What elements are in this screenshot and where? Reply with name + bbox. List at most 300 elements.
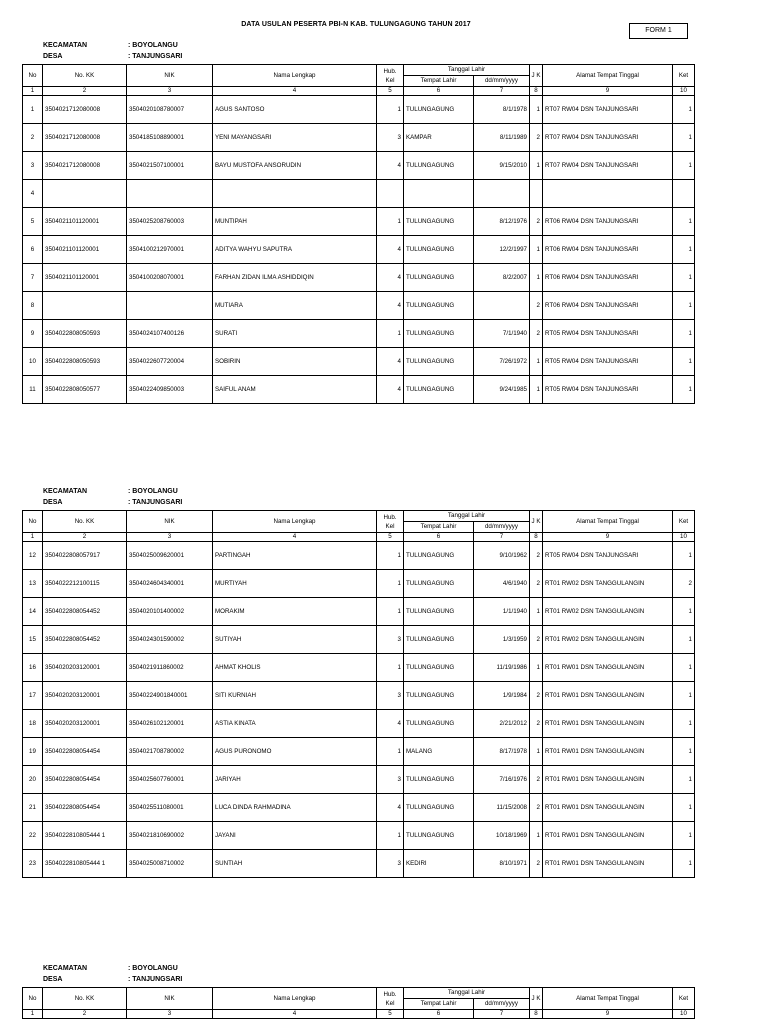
header-tanggal-lahir: Tanggal Lahir: [404, 511, 530, 522]
nik-cell: 3504021810690002: [127, 822, 213, 850]
tempat-lahir-cell: TULUNGAGUNG: [404, 542, 474, 570]
tempat-lahir-cell: TULUNGAGUNG: [404, 710, 474, 738]
table-row: [23, 850, 695, 878]
row-number: 4: [23, 180, 43, 208]
header-hub-line2: Kel: [385, 76, 395, 84]
table-row: [23, 822, 695, 850]
jk-cell: 2: [530, 542, 543, 570]
col-num: 2: [43, 533, 127, 542]
ket-cell: 1: [673, 654, 695, 682]
alamat-cell: RT06 RW04 DSN TANJUNGSARI: [543, 236, 673, 264]
alamat-cell: RT01 RW02 DSN TANGGULANGIN: [543, 570, 673, 598]
table-row: [23, 180, 695, 208]
nik-cell: 3504021507100001: [127, 152, 213, 180]
tempat-lahir-cell: TULUNGAGUNG: [404, 208, 474, 236]
tanggal-lahir-cell: 7/26/1972: [474, 348, 530, 376]
row-number: 5: [23, 208, 43, 236]
section-meta: [22, 486, 694, 510]
alamat-cell: RT06 RW04 DSN TANJUNGSARI: [543, 292, 673, 320]
header-no: No: [23, 65, 43, 87]
header-nik: NIK: [127, 65, 213, 87]
kecamatan-value: : BOYOLANGU: [128, 42, 178, 49]
hub-kel-cell: 3: [377, 766, 404, 794]
jk-cell: 1: [530, 598, 543, 626]
kecamatan-value: : BOYOLANGU: [128, 488, 178, 495]
col-num: 3: [127, 1010, 213, 1019]
row-number: 3: [23, 152, 43, 180]
col-num: 1: [23, 1010, 43, 1019]
alamat-cell: RT01 RW01 DSN TANGGULANGIN: [543, 850, 673, 878]
jk-cell: 2: [530, 292, 543, 320]
header-nik: NIK: [127, 511, 213, 533]
tanggal-lahir-cell: 9/15/2010: [474, 152, 530, 180]
row-number: 2: [23, 124, 43, 152]
header-tempat-lahir: Tempat Lahir: [404, 76, 474, 87]
table-row: [23, 542, 695, 570]
tanggal-lahir-cell: 1/9/1984: [474, 682, 530, 710]
no-kk-cell: 3504022808050593: [43, 320, 127, 348]
row-number: 8: [23, 292, 43, 320]
nama-cell: SITI KURNIAH: [213, 682, 377, 710]
nama-cell: PARTINGAH: [213, 542, 377, 570]
no-kk-cell: 3504021101120001: [43, 264, 127, 292]
ket-cell: 1: [673, 152, 695, 180]
nik-cell: 3504185108890001: [127, 124, 213, 152]
row-number: 19: [23, 738, 43, 766]
nik-cell: 3504020101400002: [127, 598, 213, 626]
col-num: 10: [673, 533, 695, 542]
ket-cell: 1: [673, 822, 695, 850]
column-number-row: [23, 1010, 695, 1019]
row-number: 21: [23, 794, 43, 822]
nik-cell: [127, 180, 213, 208]
tempat-lahir-cell: TULUNGAGUNG: [404, 152, 474, 180]
nik-cell: 35040224901840001: [127, 682, 213, 710]
hub-kel-cell: 1: [377, 96, 404, 124]
jk-cell: [530, 180, 543, 208]
document-title: DATA USULAN PESERTA PBI-N KAB. TULUNGAGUNG TAHUN 2017: [241, 21, 471, 28]
col-num: 4: [213, 533, 377, 542]
header-tempat-lahir: Tempat Lahir: [404, 522, 474, 533]
alamat-cell: RT01 RW01 DSN TANGGULANGIN: [543, 710, 673, 738]
tempat-lahir-cell: TULUNGAGUNG: [404, 376, 474, 404]
alamat-cell: RT06 RW04 DSN TANJUNGSARI: [543, 264, 673, 292]
col-num: 9: [543, 1010, 673, 1019]
desa-value: : TANJUNGSARI: [128, 53, 183, 60]
tanggal-lahir-cell: 1/3/1959: [474, 626, 530, 654]
tempat-lahir-cell: TULUNGAGUNG: [404, 264, 474, 292]
jk-cell: 2: [530, 710, 543, 738]
hub-kel-cell: 4: [377, 152, 404, 180]
tanggal-lahir-cell: 1/1/1940: [474, 598, 530, 626]
col-num: 7: [474, 1010, 530, 1019]
ket-cell: 1: [673, 236, 695, 264]
hub-kel-cell: 3: [377, 850, 404, 878]
tempat-lahir-cell: TULUNGAGUNG: [404, 822, 474, 850]
nama-cell: ASTIA KINATA: [213, 710, 377, 738]
no-kk-cell: 3504022808054454: [43, 794, 127, 822]
desa-value: : TANJUNGSARI: [128, 499, 183, 506]
table-body: [23, 96, 695, 404]
jk-cell: 1: [530, 822, 543, 850]
nama-cell: JAYANI: [213, 822, 377, 850]
alamat-cell: RT01 RW02 DSN TANGGULANGIN: [543, 626, 673, 654]
jk-cell: 2: [530, 208, 543, 236]
no-kk-cell: [43, 292, 127, 320]
table-row: [23, 570, 695, 598]
nik-cell: 3504100212970001: [127, 236, 213, 264]
col-num: 9: [543, 533, 673, 542]
no-kk-cell: 3504021101120001: [43, 236, 127, 264]
row-number: 14: [23, 598, 43, 626]
ket-cell: 1: [673, 598, 695, 626]
alamat-cell: RT01 RW01 DSN TANGGULANGIN: [543, 738, 673, 766]
ket-cell: 1: [673, 208, 695, 236]
hub-kel-cell: 1: [377, 570, 404, 598]
tempat-lahir-cell: KEDIRI: [404, 850, 474, 878]
tempat-lahir-cell: TULUNGAGUNG: [404, 320, 474, 348]
hub-kel-cell: 4: [377, 292, 404, 320]
no-kk-cell: 3504022808054454: [43, 738, 127, 766]
header-tempat-lahir: Tempat Lahir: [404, 999, 474, 1010]
tanggal-lahir-cell: 10/18/1969: [474, 822, 530, 850]
jk-cell: 2: [530, 320, 543, 348]
ket-cell: 1: [673, 738, 695, 766]
nama-cell: SUNTIAH: [213, 850, 377, 878]
ket-cell: 1: [673, 626, 695, 654]
row-number: 23: [23, 850, 43, 878]
row-number: 20: [23, 766, 43, 794]
jk-cell: 2: [530, 766, 543, 794]
form-label: FORM 1: [629, 23, 688, 39]
alamat-cell: [543, 180, 673, 208]
header-nama: Nama Lengkap: [213, 988, 377, 1010]
header-ket: Ket: [673, 65, 695, 87]
tempat-lahir-cell: TULUNGAGUNG: [404, 682, 474, 710]
table-row: [23, 208, 695, 236]
table-row: [23, 710, 695, 738]
jk-cell: 1: [530, 654, 543, 682]
ket-cell: 1: [673, 376, 695, 404]
nik-cell: 3504022409850003: [127, 376, 213, 404]
header-hub-line1: Hub.: [383, 67, 397, 75]
header-date-format: dd/mm/yyyy: [474, 999, 530, 1010]
nama-cell: JARIYAH: [213, 766, 377, 794]
header-jk: J K: [530, 65, 543, 87]
tempat-lahir-cell: TULUNGAGUNG: [404, 794, 474, 822]
header-hub: [377, 65, 404, 87]
jk-cell: 1: [530, 264, 543, 292]
kecamatan-label: KECAMATAN: [43, 42, 88, 49]
header-no: No: [23, 988, 43, 1010]
nik-cell: 3504025511080001: [127, 794, 213, 822]
table-row: [23, 738, 695, 766]
hub-kel-cell: 3: [377, 124, 404, 152]
nik-cell: 3504024301590002: [127, 626, 213, 654]
no-kk-cell: 3504022808057917: [43, 542, 127, 570]
table-row: [23, 96, 695, 124]
hub-kel-cell: [377, 180, 404, 208]
col-num: 4: [213, 1010, 377, 1019]
tempat-lahir-cell: MALANG: [404, 738, 474, 766]
nik-cell: 3504025607760001: [127, 766, 213, 794]
ket-cell: 1: [673, 264, 695, 292]
col-num: 9: [543, 87, 673, 96]
tanggal-lahir-cell: [474, 292, 530, 320]
tempat-lahir-cell: [404, 180, 474, 208]
ket-cell: 1: [673, 710, 695, 738]
nama-cell: AHMAT KHOLIS: [213, 654, 377, 682]
nama-cell: ADITYA WAHYU SAPUTRA: [213, 236, 377, 264]
ket-cell: 1: [673, 766, 695, 794]
table-row: [23, 376, 695, 404]
header-hub: [377, 988, 404, 1010]
data-table: [22, 987, 695, 1019]
alamat-cell: RT01 RW01 DSN TANGGULANGIN: [543, 822, 673, 850]
hub-kel-cell: 3: [377, 626, 404, 654]
col-num: 8: [530, 1010, 543, 1019]
ket-cell: 1: [673, 96, 695, 124]
col-num: 7: [474, 87, 530, 96]
hub-kel-cell: 1: [377, 654, 404, 682]
nama-cell: LUCA DINDA RAHMADINA: [213, 794, 377, 822]
no-kk-cell: 3504022808054452: [43, 626, 127, 654]
ket-cell: 1: [673, 348, 695, 376]
no-kk-cell: [43, 180, 127, 208]
hub-kel-cell: 4: [377, 710, 404, 738]
header-nama: Nama Lengkap: [213, 511, 377, 533]
col-num: 10: [673, 1010, 695, 1019]
jk-cell: 2: [530, 794, 543, 822]
no-kk-cell: 3504022212100115: [43, 570, 127, 598]
hub-kel-cell: 1: [377, 320, 404, 348]
tanggal-lahir-cell: 8/17/1978: [474, 738, 530, 766]
tanggal-lahir-cell: 11/19/1986: [474, 654, 530, 682]
tempat-lahir-cell: TULUNGAGUNG: [404, 654, 474, 682]
nama-cell: AGUS PURONOMO: [213, 738, 377, 766]
nama-cell: MUTIARA: [213, 292, 377, 320]
header-no-kk: No. KK: [43, 65, 127, 87]
alamat-cell: RT05 RW04 DSN TANJUNGSARI: [543, 320, 673, 348]
nik-cell: 3504024107400126: [127, 320, 213, 348]
tempat-lahir-cell: TULUNGAGUNG: [404, 292, 474, 320]
col-num: 5: [377, 87, 404, 96]
table-row: [23, 794, 695, 822]
kecamatan-label: KECAMATAN: [43, 488, 88, 495]
alamat-cell: RT05 RW04 DSN TANJUNGSARI: [543, 542, 673, 570]
header-hub-line2: Kel: [385, 999, 395, 1007]
header-no-kk: No. KK: [43, 988, 127, 1010]
jk-cell: 1: [530, 376, 543, 404]
header-hub-line1: Hub.: [383, 990, 397, 998]
no-kk-cell: 3504020203120001: [43, 710, 127, 738]
col-num: 3: [127, 533, 213, 542]
table-row: [23, 292, 695, 320]
header-alamat: Alamat Tempat Tinggal: [543, 988, 673, 1010]
nik-cell: 3504025208760003: [127, 208, 213, 236]
nama-cell: SURATI: [213, 320, 377, 348]
tanggal-lahir-cell: [474, 180, 530, 208]
row-number: 13: [23, 570, 43, 598]
nik-cell: 3504021708780002: [127, 738, 213, 766]
tanggal-lahir-cell: 8/12/1976: [474, 208, 530, 236]
data-table: [22, 64, 695, 404]
ket-cell: 1: [673, 320, 695, 348]
header-nama: Nama Lengkap: [213, 65, 377, 87]
table-row: [23, 264, 695, 292]
table-row: [23, 152, 695, 180]
ket-cell: [673, 180, 695, 208]
col-num: 8: [530, 533, 543, 542]
ket-cell: 1: [673, 542, 695, 570]
nama-cell: AGUS SANTOSO: [213, 96, 377, 124]
hub-kel-cell: 4: [377, 376, 404, 404]
table-body: [23, 542, 695, 878]
section-meta: [22, 40, 694, 64]
alamat-cell: RT05 RW04 DSN TANJUNGSARI: [543, 348, 673, 376]
nama-cell: SAIFUL ANAM: [213, 376, 377, 404]
section-2: [22, 486, 694, 878]
nik-cell: 3504020108780007: [127, 96, 213, 124]
row-number: 12: [23, 542, 43, 570]
table-row: [23, 626, 695, 654]
jk-cell: 1: [530, 348, 543, 376]
tanggal-lahir-cell: 8/1/1978: [474, 96, 530, 124]
table-row: [23, 236, 695, 264]
header-jk: J K: [530, 988, 543, 1010]
kecamatan-value: : BOYOLANGU: [128, 965, 178, 972]
tempat-lahir-cell: TULUNGAGUNG: [404, 236, 474, 264]
no-kk-cell: 3504022808050577: [43, 376, 127, 404]
tempat-lahir-cell: TULUNGAGUNG: [404, 598, 474, 626]
row-number: 1: [23, 96, 43, 124]
ket-cell: 2: [673, 570, 695, 598]
hub-kel-cell: 4: [377, 264, 404, 292]
desa-label: DESA: [43, 53, 63, 60]
ket-cell: 1: [673, 124, 695, 152]
header-date-format: dd/mm/yyyy: [474, 522, 530, 533]
ket-cell: 1: [673, 850, 695, 878]
no-kk-cell: 3504022810805444 1: [43, 822, 127, 850]
alamat-cell: RT07 RW04 DSN TANJUNGSARI: [543, 152, 673, 180]
jk-cell: 2: [530, 124, 543, 152]
alamat-cell: RT07 RW04 DSN TANJUNGSARI: [543, 124, 673, 152]
data-table: [22, 510, 695, 878]
alamat-cell: RT06 RW04 DSN TANJUNGSARI: [543, 208, 673, 236]
section-1: [22, 40, 694, 404]
no-kk-cell: 3504022808054452: [43, 598, 127, 626]
jk-cell: 1: [530, 738, 543, 766]
hub-kel-cell: 1: [377, 822, 404, 850]
col-num: 8: [530, 87, 543, 96]
alamat-cell: RT07 RW04 DSN TANJUNGSARI: [543, 96, 673, 124]
jk-cell: 1: [530, 152, 543, 180]
nama-cell: [213, 180, 377, 208]
no-kk-cell: 3504020203120001: [43, 654, 127, 682]
hub-kel-cell: 1: [377, 598, 404, 626]
tanggal-lahir-cell: 8/10/1971: [474, 850, 530, 878]
no-kk-cell: 3504020203120001: [43, 682, 127, 710]
tanggal-lahir-cell: 8/11/1989: [474, 124, 530, 152]
tanggal-lahir-cell: 8/2/2007: [474, 264, 530, 292]
table-row: [23, 654, 695, 682]
nama-cell: SUTIYAH: [213, 626, 377, 654]
row-number: 15: [23, 626, 43, 654]
col-num: 1: [23, 533, 43, 542]
alamat-cell: RT05 RW04 DSN TANJUNGSARI: [543, 376, 673, 404]
column-number-row: [23, 533, 695, 542]
col-num: 4: [213, 87, 377, 96]
row-number: 10: [23, 348, 43, 376]
col-num: 1: [23, 87, 43, 96]
hub-kel-cell: 4: [377, 348, 404, 376]
row-number: 7: [23, 264, 43, 292]
table-row: [23, 124, 695, 152]
no-kk-cell: 3504022808050593: [43, 348, 127, 376]
alamat-cell: RT01 RW02 DSN TANGGULANGIN: [543, 598, 673, 626]
row-number: 11: [23, 376, 43, 404]
nik-cell: 3504021911860002: [127, 654, 213, 682]
col-num: 5: [377, 533, 404, 542]
tanggal-lahir-cell: 11/15/2008: [474, 794, 530, 822]
nik-cell: 3504025009620001: [127, 542, 213, 570]
header-alamat: Alamat Tempat Tinggal: [543, 511, 673, 533]
tanggal-lahir-cell: 12/2/1997: [474, 236, 530, 264]
no-kk-cell: 3504021712080008: [43, 124, 127, 152]
header-no: No: [23, 511, 43, 533]
header-alamat: Alamat Tempat Tinggal: [543, 65, 673, 87]
header-nik: NIK: [127, 988, 213, 1010]
tanggal-lahir-cell: 2/21/2012: [474, 710, 530, 738]
tanggal-lahir-cell: 7/1/1940: [474, 320, 530, 348]
jk-cell: 2: [530, 850, 543, 878]
nama-cell: FARHAN ZIDAN ILMA ASHIDDIQIN: [213, 264, 377, 292]
jk-cell: 1: [530, 96, 543, 124]
jk-cell: 2: [530, 682, 543, 710]
table-row: [23, 598, 695, 626]
kecamatan-label: KECAMATAN: [43, 965, 88, 972]
hub-kel-cell: 3: [377, 682, 404, 710]
table-row: [23, 320, 695, 348]
section-meta: [22, 963, 694, 987]
jk-cell: 2: [530, 570, 543, 598]
tanggal-lahir-cell: 9/24/1985: [474, 376, 530, 404]
hub-kel-cell: 1: [377, 738, 404, 766]
header-tanggal-lahir: Tanggal Lahir: [404, 65, 530, 76]
tempat-lahir-cell: KAMPAR: [404, 124, 474, 152]
no-kk-cell: 3504022810805444 1: [43, 850, 127, 878]
no-kk-cell: 3504022808054454: [43, 766, 127, 794]
tempat-lahir-cell: TULUNGAGUNG: [404, 348, 474, 376]
tempat-lahir-cell: TULUNGAGUNG: [404, 96, 474, 124]
no-kk-cell: 3504021712080008: [43, 96, 127, 124]
nama-cell: SOBIRIN: [213, 348, 377, 376]
nama-cell: MORAKIM: [213, 598, 377, 626]
nik-cell: 3504025008710002: [127, 850, 213, 878]
nama-cell: YENI MAYANGSARI: [213, 124, 377, 152]
tanggal-lahir-cell: 4/6/1940: [474, 570, 530, 598]
hub-kel-cell: 1: [377, 208, 404, 236]
header-hub: [377, 511, 404, 533]
jk-cell: 1: [530, 236, 543, 264]
col-num: 7: [474, 533, 530, 542]
header-ket: Ket: [673, 988, 695, 1010]
desa-label: DESA: [43, 499, 63, 506]
nik-cell: 3504100208070001: [127, 264, 213, 292]
row-number: 22: [23, 822, 43, 850]
header-ket: Ket: [673, 511, 695, 533]
jk-cell: 2: [530, 626, 543, 654]
